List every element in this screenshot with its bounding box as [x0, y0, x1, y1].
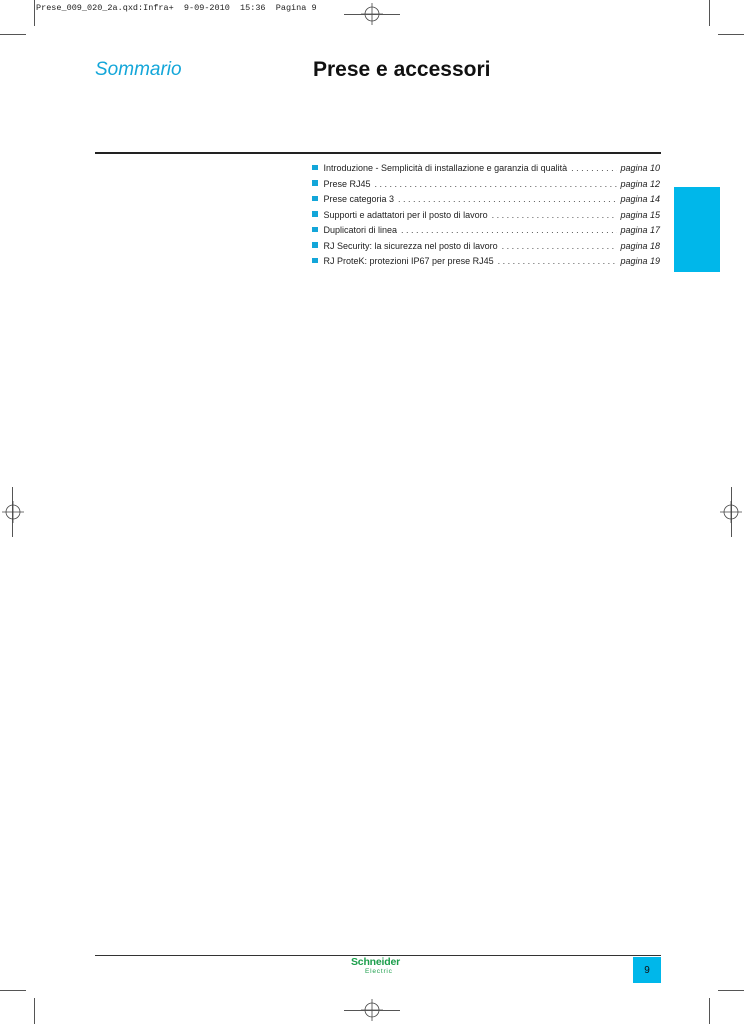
toc-item-label: RJ Security: la sicurezza nel posto di lavoro	[323, 240, 498, 251]
toc-item-page: pagina 17	[620, 225, 660, 235]
toc-item[interactable]	[312, 241, 660, 257]
header-divider	[95, 152, 661, 154]
crop-mark	[34, 0, 35, 26]
toc-item-label: RJ ProteK: protezioni IP67 per prese RJ45	[323, 256, 494, 266]
dot-leader	[502, 241, 618, 251]
crop-mark	[709, 0, 710, 26]
toc-item-label: Prese categoria 3	[323, 194, 395, 204]
page-title: Prese e accessori	[313, 58, 491, 81]
logo-line-2: Electric	[365, 968, 393, 975]
square-bullet-icon	[312, 227, 318, 233]
dot-leader	[401, 225, 617, 235]
square-bullet-icon	[312, 211, 318, 217]
crop-mark	[344, 14, 400, 15]
toc-item-page: pagina 10	[620, 163, 660, 173]
toc-item-page: pagina 14	[620, 194, 660, 204]
dot-leader	[498, 256, 618, 266]
toc-item[interactable]	[312, 225, 660, 241]
toc-item[interactable]	[312, 194, 660, 210]
toc-item-page: pagina 19	[620, 256, 660, 266]
toc-item-label: Prese RJ45	[323, 178, 371, 189]
crop-mark	[709, 998, 710, 1024]
section-title: Sommario	[95, 59, 182, 80]
square-bullet-icon	[312, 242, 318, 248]
toc-item[interactable]	[312, 179, 660, 195]
logo-line-1: Schneider	[351, 956, 400, 968]
crop-mark	[344, 1010, 400, 1011]
square-bullet-icon	[312, 165, 318, 171]
crop-mark	[718, 990, 744, 991]
toc-item[interactable]	[312, 163, 660, 179]
schneider-electric-logo	[351, 957, 407, 977]
square-bullet-icon	[312, 196, 318, 202]
dot-leader	[375, 179, 618, 189]
crop-mark	[0, 990, 26, 991]
section-tab	[674, 187, 720, 272]
crop-mark	[34, 998, 35, 1024]
square-bullet-icon	[312, 180, 318, 186]
page-number: 9	[633, 957, 661, 983]
registration-mark-icon	[720, 501, 742, 523]
crop-mark	[718, 34, 744, 35]
print-slug: Prese_009_020_2a.qxd:Infra+ 9-09-2010 15:36 Pagina 9	[36, 3, 317, 13]
dot-leader	[571, 163, 617, 173]
dot-leader	[398, 194, 617, 204]
toc-item-label: Duplicatori di linea	[323, 225, 398, 235]
toc-item-page: pagina 18	[620, 240, 660, 251]
registration-mark-icon	[2, 501, 24, 523]
table-of-contents	[312, 163, 660, 272]
toc-item-label: Introduzione - Semplicità di installazione e garanzia di qualità	[323, 163, 568, 173]
toc-item-page: pagina 15	[620, 209, 660, 220]
toc-item-label: Supporti e adattatori per il posto di lavoro	[323, 209, 488, 220]
crop-mark	[0, 34, 26, 35]
toc-item[interactable]	[312, 210, 660, 226]
toc-item[interactable]	[312, 256, 660, 272]
dot-leader	[492, 210, 618, 220]
toc-item-page: pagina 12	[620, 178, 660, 189]
square-bullet-icon	[312, 258, 318, 264]
